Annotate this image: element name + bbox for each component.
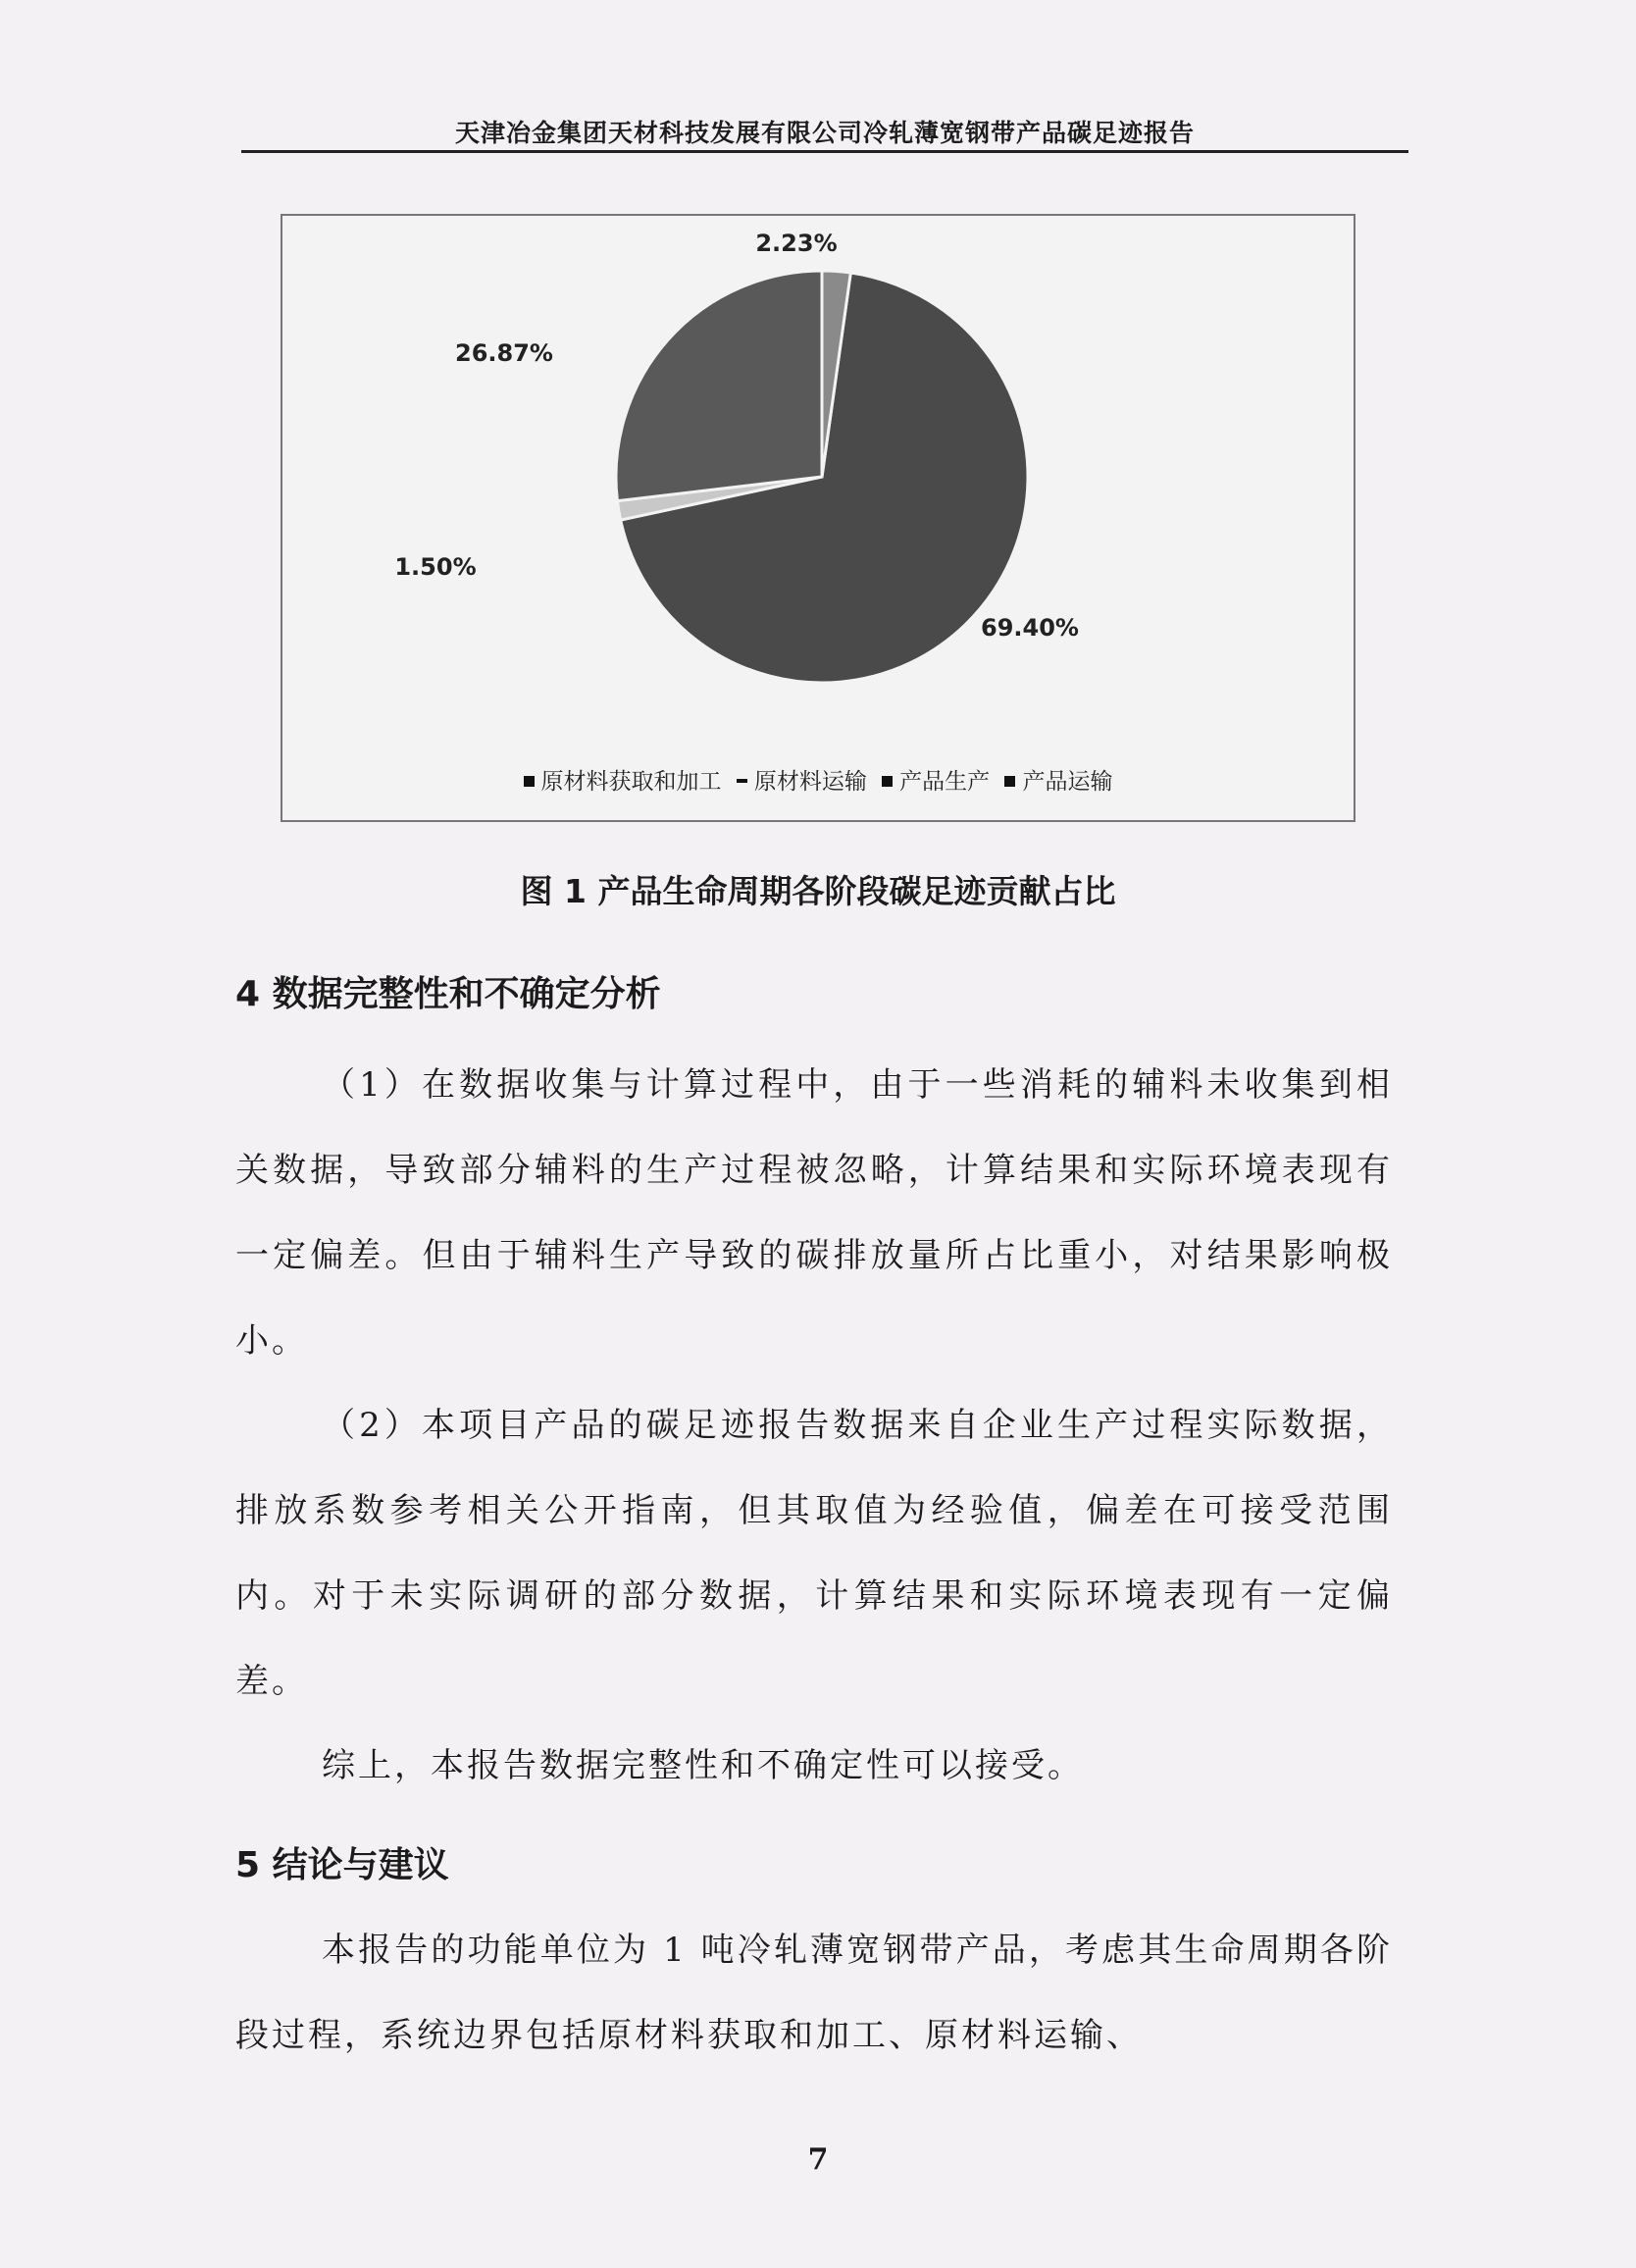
legend-item <box>737 763 867 796</box>
data-label: 1.50% <box>394 553 477 581</box>
header-rule <box>241 150 1408 153</box>
legend-item <box>1004 763 1112 796</box>
pie-chart <box>282 216 1357 824</box>
legend-label: 产品运输 <box>1022 769 1113 795</box>
page-number: 7 <box>807 2142 829 2177</box>
chart-legend <box>282 763 1354 796</box>
legend-label: 产品生产 <box>899 769 991 795</box>
data-label: 69.40% <box>981 614 1079 642</box>
legend-swatch <box>882 776 893 787</box>
legend-swatch <box>737 779 747 783</box>
report-header: 天津冶金集团天材科技发展有限公司冷轧薄宽钢带产品碳足迹报告 <box>454 119 1195 147</box>
pie-slice <box>616 271 822 501</box>
data-label: 26.87% <box>455 339 553 367</box>
paragraph: （2）本项目产品的碳足迹报告数据来自企业生产过程实际数据，排放系数参考相关公开指南，但其取值为经验值，偏差在可接受范围内。对于未实际调研的部分数据，计算结果和实际环境表现有一定偏差。 <box>235 1406 1393 1701</box>
paragraph: （1）在数据收集与计算过程中，由于一些消耗的辅料未收集到相关数据，导致部分辅料的生产过程被忽略，计算结果和实际环境表现有一定偏差。但由于辅料生产导致的碳排放量所占比重小，对结果影响极小。 <box>235 1065 1393 1361</box>
legend-label: 原材料获取和加工 <box>540 769 722 795</box>
paragraph: 综上，本报告数据完整性和不确定性可以接受。 <box>322 1746 1084 1785</box>
legend-label: 原材料运输 <box>753 769 867 795</box>
pie-chart-frame <box>281 214 1355 822</box>
figure-caption: 图 1 产品生命周期各阶段碳足迹贡献占比 <box>520 872 1116 910</box>
legend-swatch <box>524 776 535 787</box>
legend-item <box>882 763 990 796</box>
legend-item <box>524 763 722 796</box>
section-heading: 4 数据完整性和不确定分析 <box>235 974 661 1014</box>
data-label: 2.23% <box>755 230 838 257</box>
section-heading: 5 结论与建议 <box>235 1845 449 1885</box>
legend-swatch <box>1004 776 1015 787</box>
paragraph: 本报告的功能单位为 1 吨冷轧薄宽钢带产品，考虑其生命周期各阶段过程，系统边界包括原材料获取和加工、原材料运输、 <box>235 1931 1393 2055</box>
